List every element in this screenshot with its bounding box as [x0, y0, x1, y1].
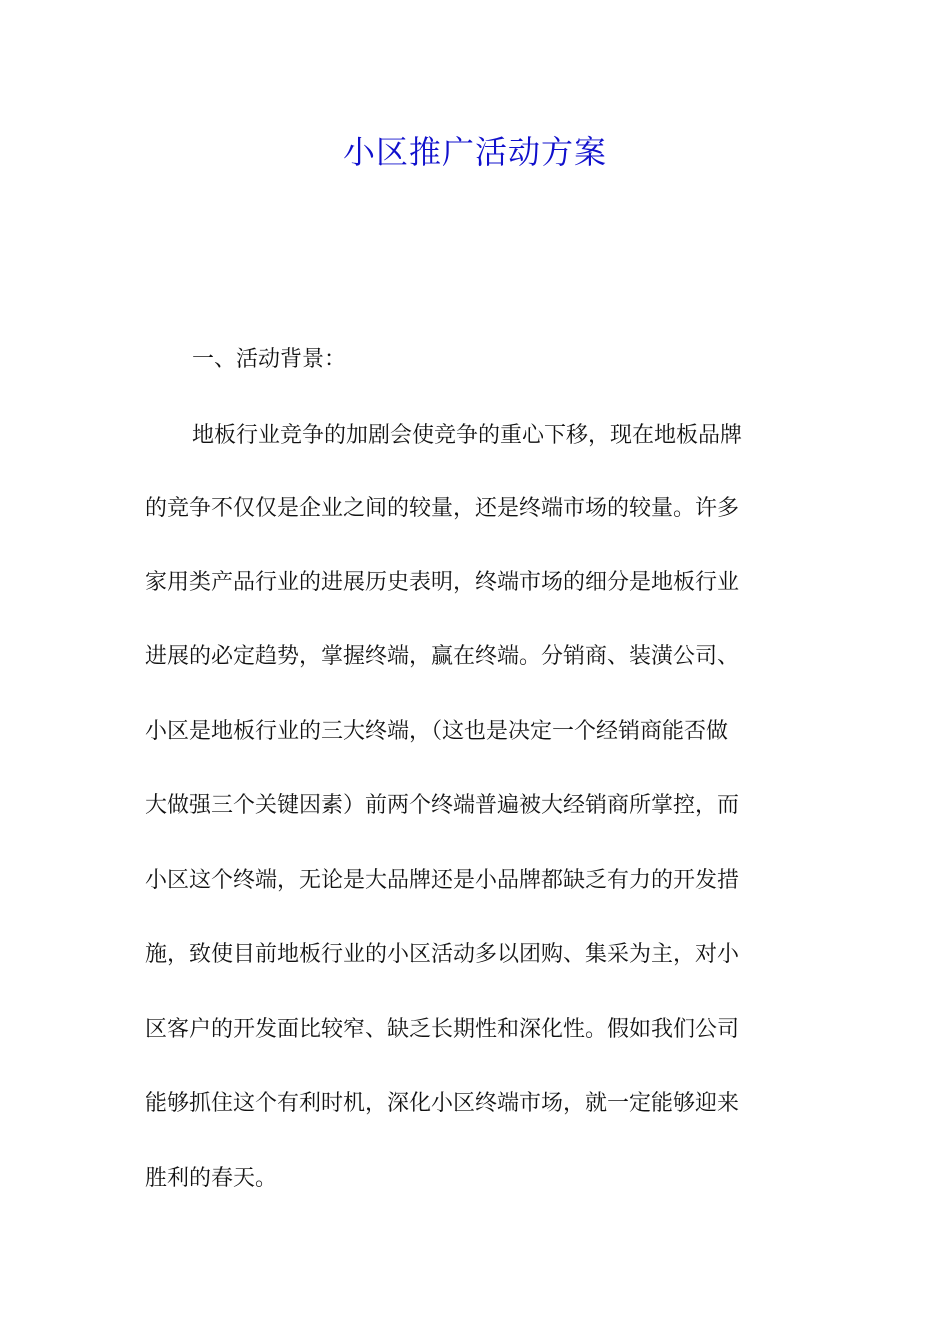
document-title: 小区推广活动方案 — [342, 133, 607, 171]
paragraph-line: 胜利的春天。 — [145, 1166, 278, 1191]
paragraph-line: 的竞争不仅仅是企业之间的较量，还是终端市场的较量。许多 — [145, 496, 740, 521]
paragraph-line: 施，致使目前地板行业的小区活动多以团购、集采为主，对小 — [145, 942, 740, 967]
paragraph-line: 地板行业竞争的加剧会使竞争的重心下移，现在地板品牌 — [192, 423, 743, 448]
paragraph-line: 进展的必定趋势，掌握终端，赢在终端。分销商、装潢公司、 — [145, 644, 740, 669]
paragraph-line: 能够抓住这个有利时机，深化小区终端市场，就一定能够迎来 — [145, 1091, 740, 1116]
paragraph-line: 家用类产品行业的进展历史表明，终端市场的细分是地板行业 — [145, 570, 740, 595]
paragraph-line: 小区这个终端，无论是大品牌还是小品牌都缺乏有力的开发措 — [145, 868, 740, 893]
paragraph-line: 区客户的开发面比较窄、缺乏长期性和深化性。假如我们公司 — [145, 1017, 740, 1042]
paragraph-line: 大做强三个关键因素）前两个终端普遍被大经销商所掌控，而 — [145, 793, 740, 818]
paragraph-line: 小区是地板行业的三大终端，（这也是决定一个经销商能否做 — [145, 719, 729, 744]
section-heading-background: 一、活动背景： — [192, 347, 347, 372]
